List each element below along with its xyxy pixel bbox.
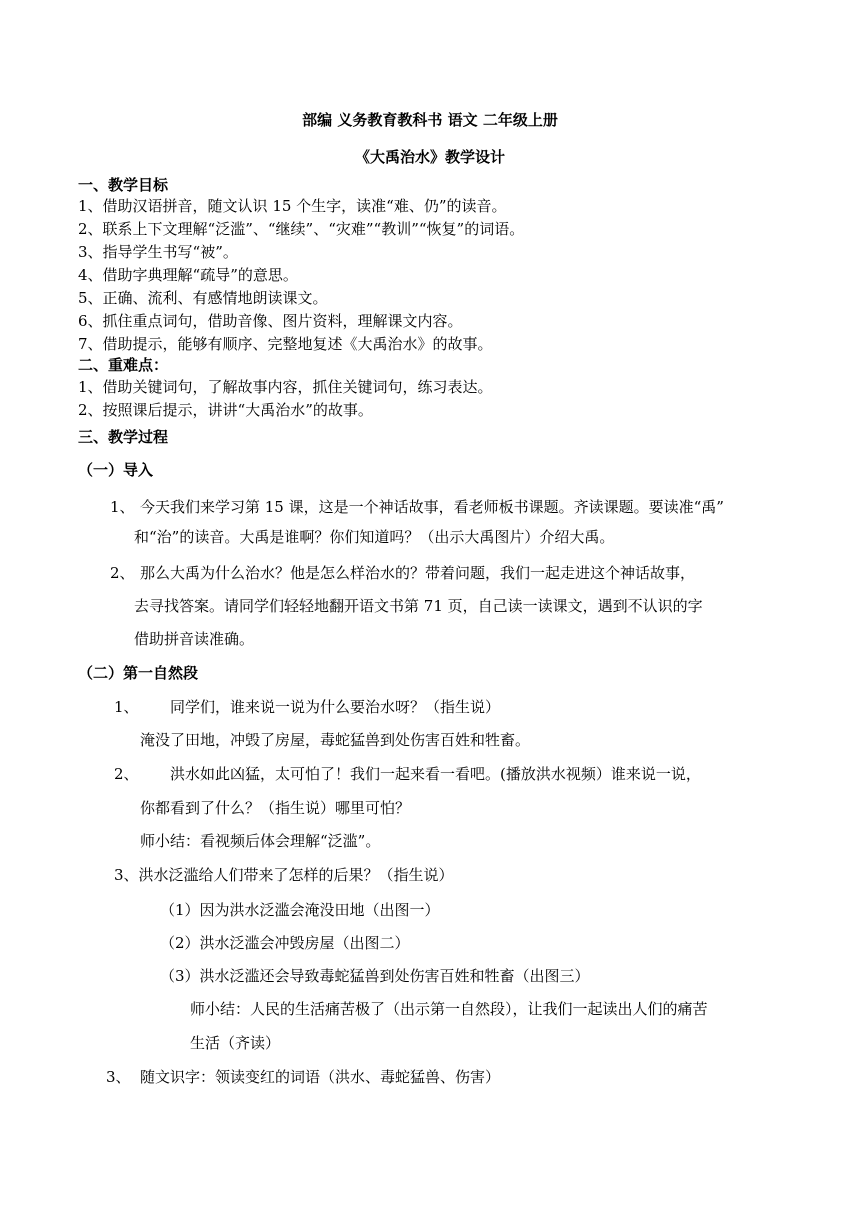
- objective-item: 6、抓住重点词句，借助音像、图片资料，理解课文内容。: [78, 312, 463, 330]
- step-paragraph: [106, 1067, 500, 1087]
- step-text-continued: 淹没了田地，冲毁了房屋，毒蛇猛兽到处伤害百姓和牲畜。: [140, 731, 531, 749]
- sub-item: （2）洪水泛滥会冲毁房屋（出图二）: [160, 934, 410, 952]
- step-number: 1、: [110, 498, 135, 516]
- objective-item: 3、指导学生书写“被”。: [78, 243, 238, 261]
- key-point-item: 2、按照课后提示，讲讲“大禹治水”的故事。: [78, 401, 373, 419]
- section-heading-process: 三、教学过程: [78, 428, 169, 446]
- document-subtitle: 部编 义务教育教科书 语文 二年级上册: [302, 111, 558, 129]
- subsection-heading-paragraph-one: （二）第一自然段: [78, 664, 199, 682]
- step-paragraph: [114, 697, 500, 717]
- step-text: 洪水如此凶猛，太可怕了！我们一起来看一看吧。(播放洪水视频）谁来说一说，: [170, 765, 701, 783]
- subsection-heading-intro: （一）导入: [78, 461, 154, 479]
- step-text: 今天我们来学习第 15 课，这是一个神话故事，看老师板书课题。齐读课题。要读准“禹”: [140, 498, 724, 516]
- sub-item: （3）洪水泛滥还会导致毒蛇猛兽到处伤害百姓和牲畜（出图三）: [160, 967, 590, 985]
- step-number: 3、: [106, 1068, 131, 1086]
- step-number: 2、: [114, 765, 139, 783]
- section-heading-key-points: 二、重难点：: [78, 356, 169, 374]
- step-paragraph: [110, 563, 695, 583]
- objective-item: 4、借助字典理解“疏导”的意思。: [78, 266, 298, 284]
- step-text-continued: 借助拼音读准确。: [134, 630, 255, 648]
- objective-item: 2、联系上下文理解“泛滥”、“继续”、“灾难”“教训”“恢复”的词语。: [78, 220, 525, 238]
- step-text-continued: 去寻找答案。请同学们轻轻地翻开语文书第 71 页，自己读一读课文，遇到不认识的字: [134, 597, 703, 615]
- sub-item: （1）因为洪水泛滥会淹没田地（出图一）: [160, 901, 440, 919]
- objective-item: 7、借助提示，能够有顺序、完整地复述《大禹治水》的故事。: [78, 335, 493, 353]
- step-text-continued: 师小结：看视频后体会理解“泛滥”。: [140, 832, 381, 850]
- step-paragraph: 3、洪水泛滥给人们带来了怎样的后果？（指生说）: [114, 866, 454, 884]
- step-number: 2、: [110, 564, 135, 582]
- key-point-item: 1、借助关键词句，了解故事内容，抓住关键词句，练习表达。: [78, 378, 493, 396]
- step-text: 同学们，谁来说一说为什么要治水呀？（指生说）: [170, 698, 501, 716]
- step-text: 随文识字：领读变红的词语（洪水、毒蛇猛兽、伤害）: [140, 1068, 501, 1086]
- document-title: 《大禹治水》教学设计: [354, 148, 505, 166]
- step-text-continued: 你都看到了什么？（指生说）哪里可怕？: [140, 799, 411, 817]
- step-text-continued: 和“治”的读音。大禹是谁啊？你们知道吗？（出示大禹图片）介绍大禹。: [134, 528, 615, 546]
- step-number: 1、: [114, 698, 139, 716]
- objective-item: 5、正确、流利、有感情地朗读课文。: [78, 289, 328, 307]
- section-heading-objectives: 一、教学目标: [78, 176, 169, 194]
- objective-item: 1、借助汉语拼音，随文认识 15 个生字，读准“难、仍”的读音。: [78, 197, 507, 215]
- step-paragraph: [110, 497, 724, 517]
- step-paragraph: [114, 764, 701, 784]
- step-text: 那么大禹为什么治水？他是怎么样治水的？带着问题，我们一起走进这个神话故事，: [140, 564, 696, 582]
- teacher-summary: 师小结：人民的生活痛苦极了（出示第一自然段），让我们一起读出人们的痛苦: [190, 1000, 708, 1018]
- teacher-summary-continued: 生活（齐读）: [190, 1034, 281, 1052]
